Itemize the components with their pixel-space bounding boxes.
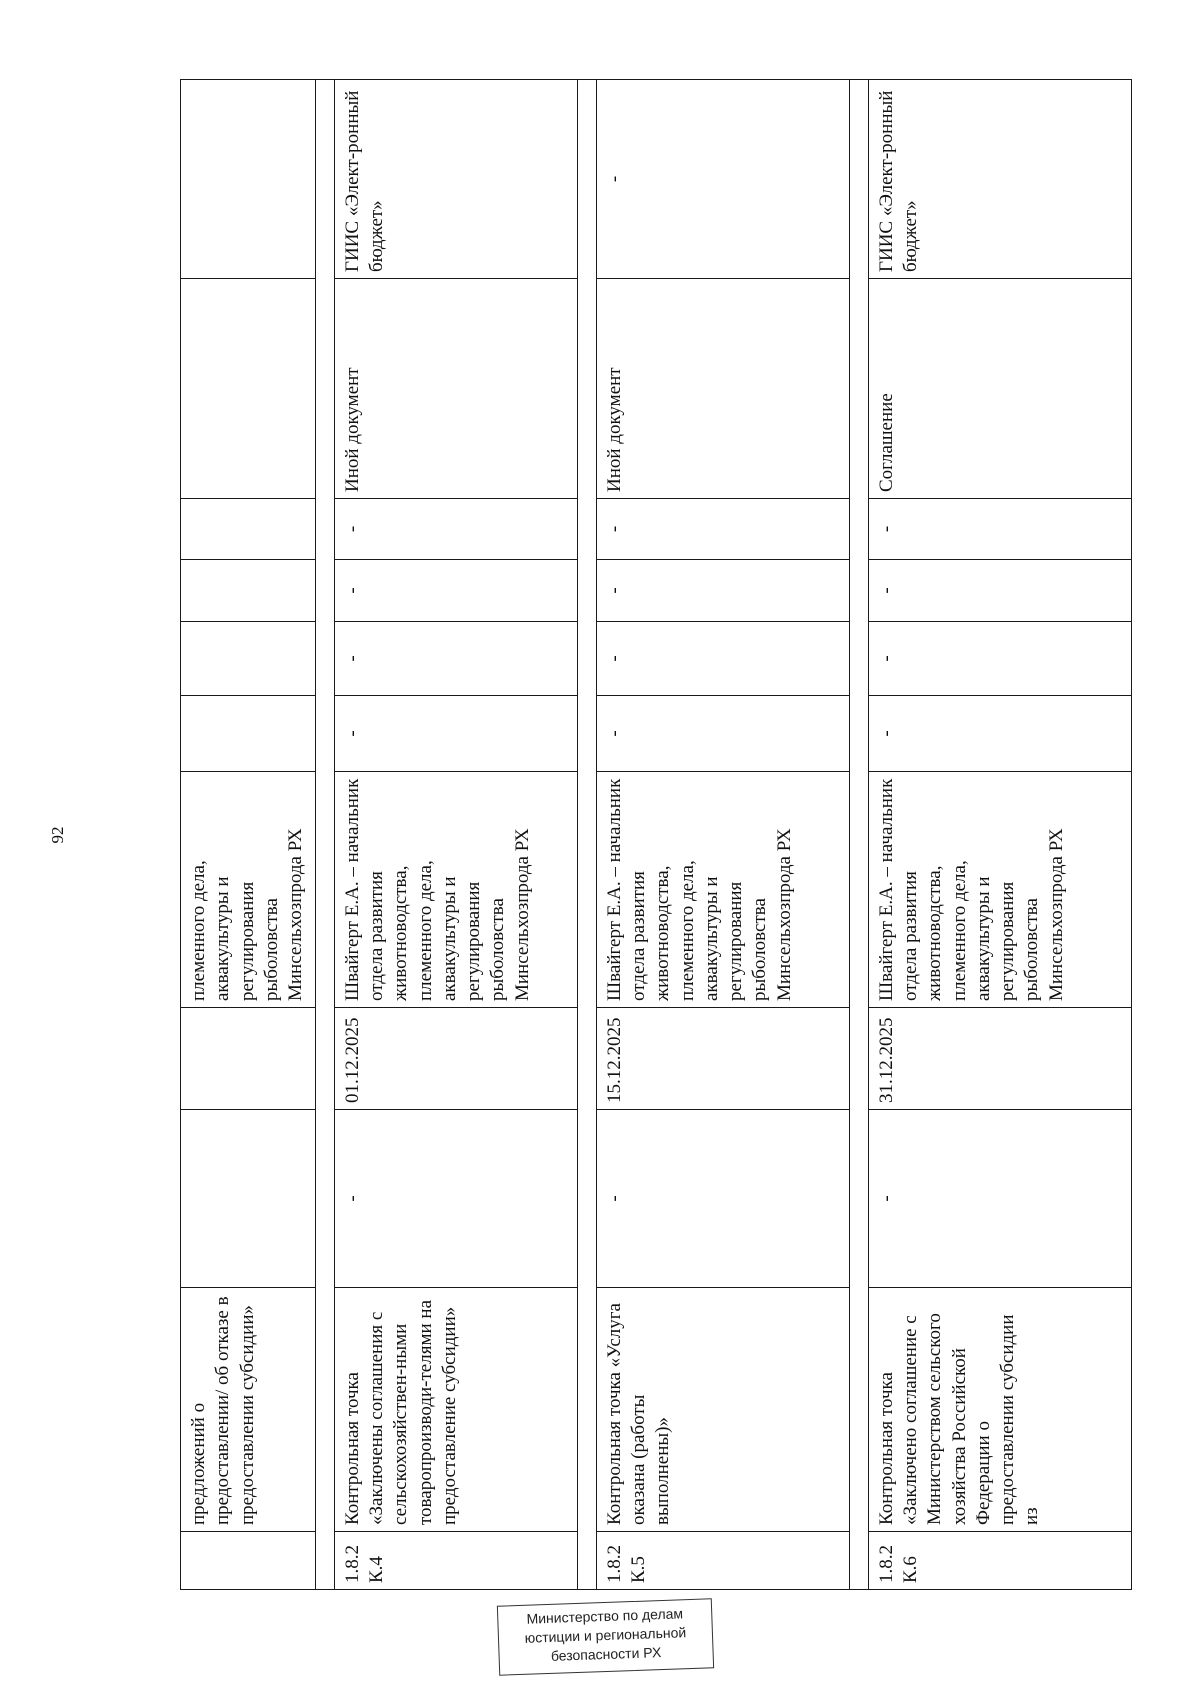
- cell-name: предложений о предоставлении/ об отказе в предоставлении субсидии»: [181, 1288, 316, 1532]
- ministry-stamp: [497, 1598, 714, 1675]
- cell-c3: [181, 560, 316, 622]
- cell-system: ГИИС «Элект-ронный бюджет»: [868, 80, 1131, 279]
- cell-system: [181, 80, 316, 279]
- cell-c4: -: [334, 499, 577, 560]
- cell-c2: -: [596, 622, 849, 696]
- cell-end: [181, 1008, 316, 1110]
- page-number: 92: [48, 826, 67, 844]
- cell-end: 31.12.2025: [868, 1008, 1131, 1110]
- cell-start: [181, 1110, 316, 1288]
- cell-end: 15.12.2025: [596, 1008, 849, 1110]
- cell-start: -: [334, 1110, 577, 1288]
- cell-document: Иной документ: [334, 279, 577, 499]
- cell-c1: -: [596, 696, 849, 772]
- cell-c4: -: [868, 499, 1131, 560]
- stamp-line-1: Министерство по делам: [526, 1605, 684, 1627]
- cell-c3: -: [334, 560, 577, 622]
- cell-name: Контрольная точка «Услуга оказана (работы выполнены)»: [596, 1288, 849, 1532]
- table-row-k4: [334, 80, 577, 1590]
- continuation-row: [181, 80, 316, 1590]
- cell-code: [181, 1532, 316, 1590]
- cell-code: 1.8.2 К.6: [868, 1532, 1131, 1590]
- cell-c3: -: [596, 560, 849, 622]
- cell-system: ГИИС «Элект-ронный бюджет»: [334, 80, 577, 279]
- rotated-table-container: [180, 80, 1105, 1590]
- row-separator: [577, 80, 596, 1590]
- row-separator: [315, 80, 334, 1590]
- cell-responsible: Швайгерт Е.А. – начальник отдела развития животноводства, племенного дела, аквакультуры и регулирования рыболовства Минсельхозпрода РХ: [334, 772, 577, 1008]
- cell-document: Иной документ: [596, 279, 849, 499]
- cell-document: [181, 279, 316, 499]
- cell-name: Контрольная точка «Заключено соглашение с Министерством сельского хозяйства Российской Федерации о предоставлении субсидии из: [868, 1288, 1131, 1532]
- cell-c2: -: [334, 622, 577, 696]
- cell-c4: -: [596, 499, 849, 560]
- cell-c2: -: [868, 622, 1131, 696]
- cell-name: Контрольная точка «Заключены соглашения с сельскохозяйствен-ными товаропроизводи-телями на предоставление субсидии»: [334, 1288, 577, 1532]
- cell-start: -: [596, 1110, 849, 1288]
- cell-system: -: [596, 80, 849, 279]
- cell-c1: -: [868, 696, 1131, 772]
- cell-c4: [181, 499, 316, 560]
- cell-responsible: Швайгерт Е.А. – начальник отдела развития животноводства, племенного дела, аквакультуры и регулирования рыболовства Минсельхозпрода РХ: [868, 772, 1131, 1008]
- stamp-line-2: юстиции и региональной: [524, 1624, 687, 1646]
- cell-c2: [181, 622, 316, 696]
- cell-responsible: племенного дела, аквакультуры и регулирования рыболовства Минсельхозпрода РХ: [181, 772, 316, 1008]
- table-row-k5: [596, 80, 849, 1590]
- cell-c3: -: [868, 560, 1131, 622]
- cell-start: -: [868, 1110, 1131, 1288]
- cell-end: 01.12.2025: [334, 1008, 577, 1110]
- table-row-k6: [868, 80, 1131, 1590]
- control-points-table: [180, 79, 1132, 1590]
- cell-document: Соглашение: [868, 279, 1131, 499]
- row-separator: [849, 80, 868, 1590]
- cell-c1: -: [334, 696, 577, 772]
- stamp-line-3: безопасности РХ: [550, 1644, 662, 1664]
- cell-c1: [181, 696, 316, 772]
- cell-code: 1.8.2 К.5: [596, 1532, 849, 1590]
- cell-code: 1.8.2 К.4: [334, 1532, 577, 1590]
- cell-responsible: Швайгерт Е.А. – начальник отдела развития животноводства, племенного дела, аквакультуры и регулирования рыболовства Минсельхозпрода РХ: [596, 772, 849, 1008]
